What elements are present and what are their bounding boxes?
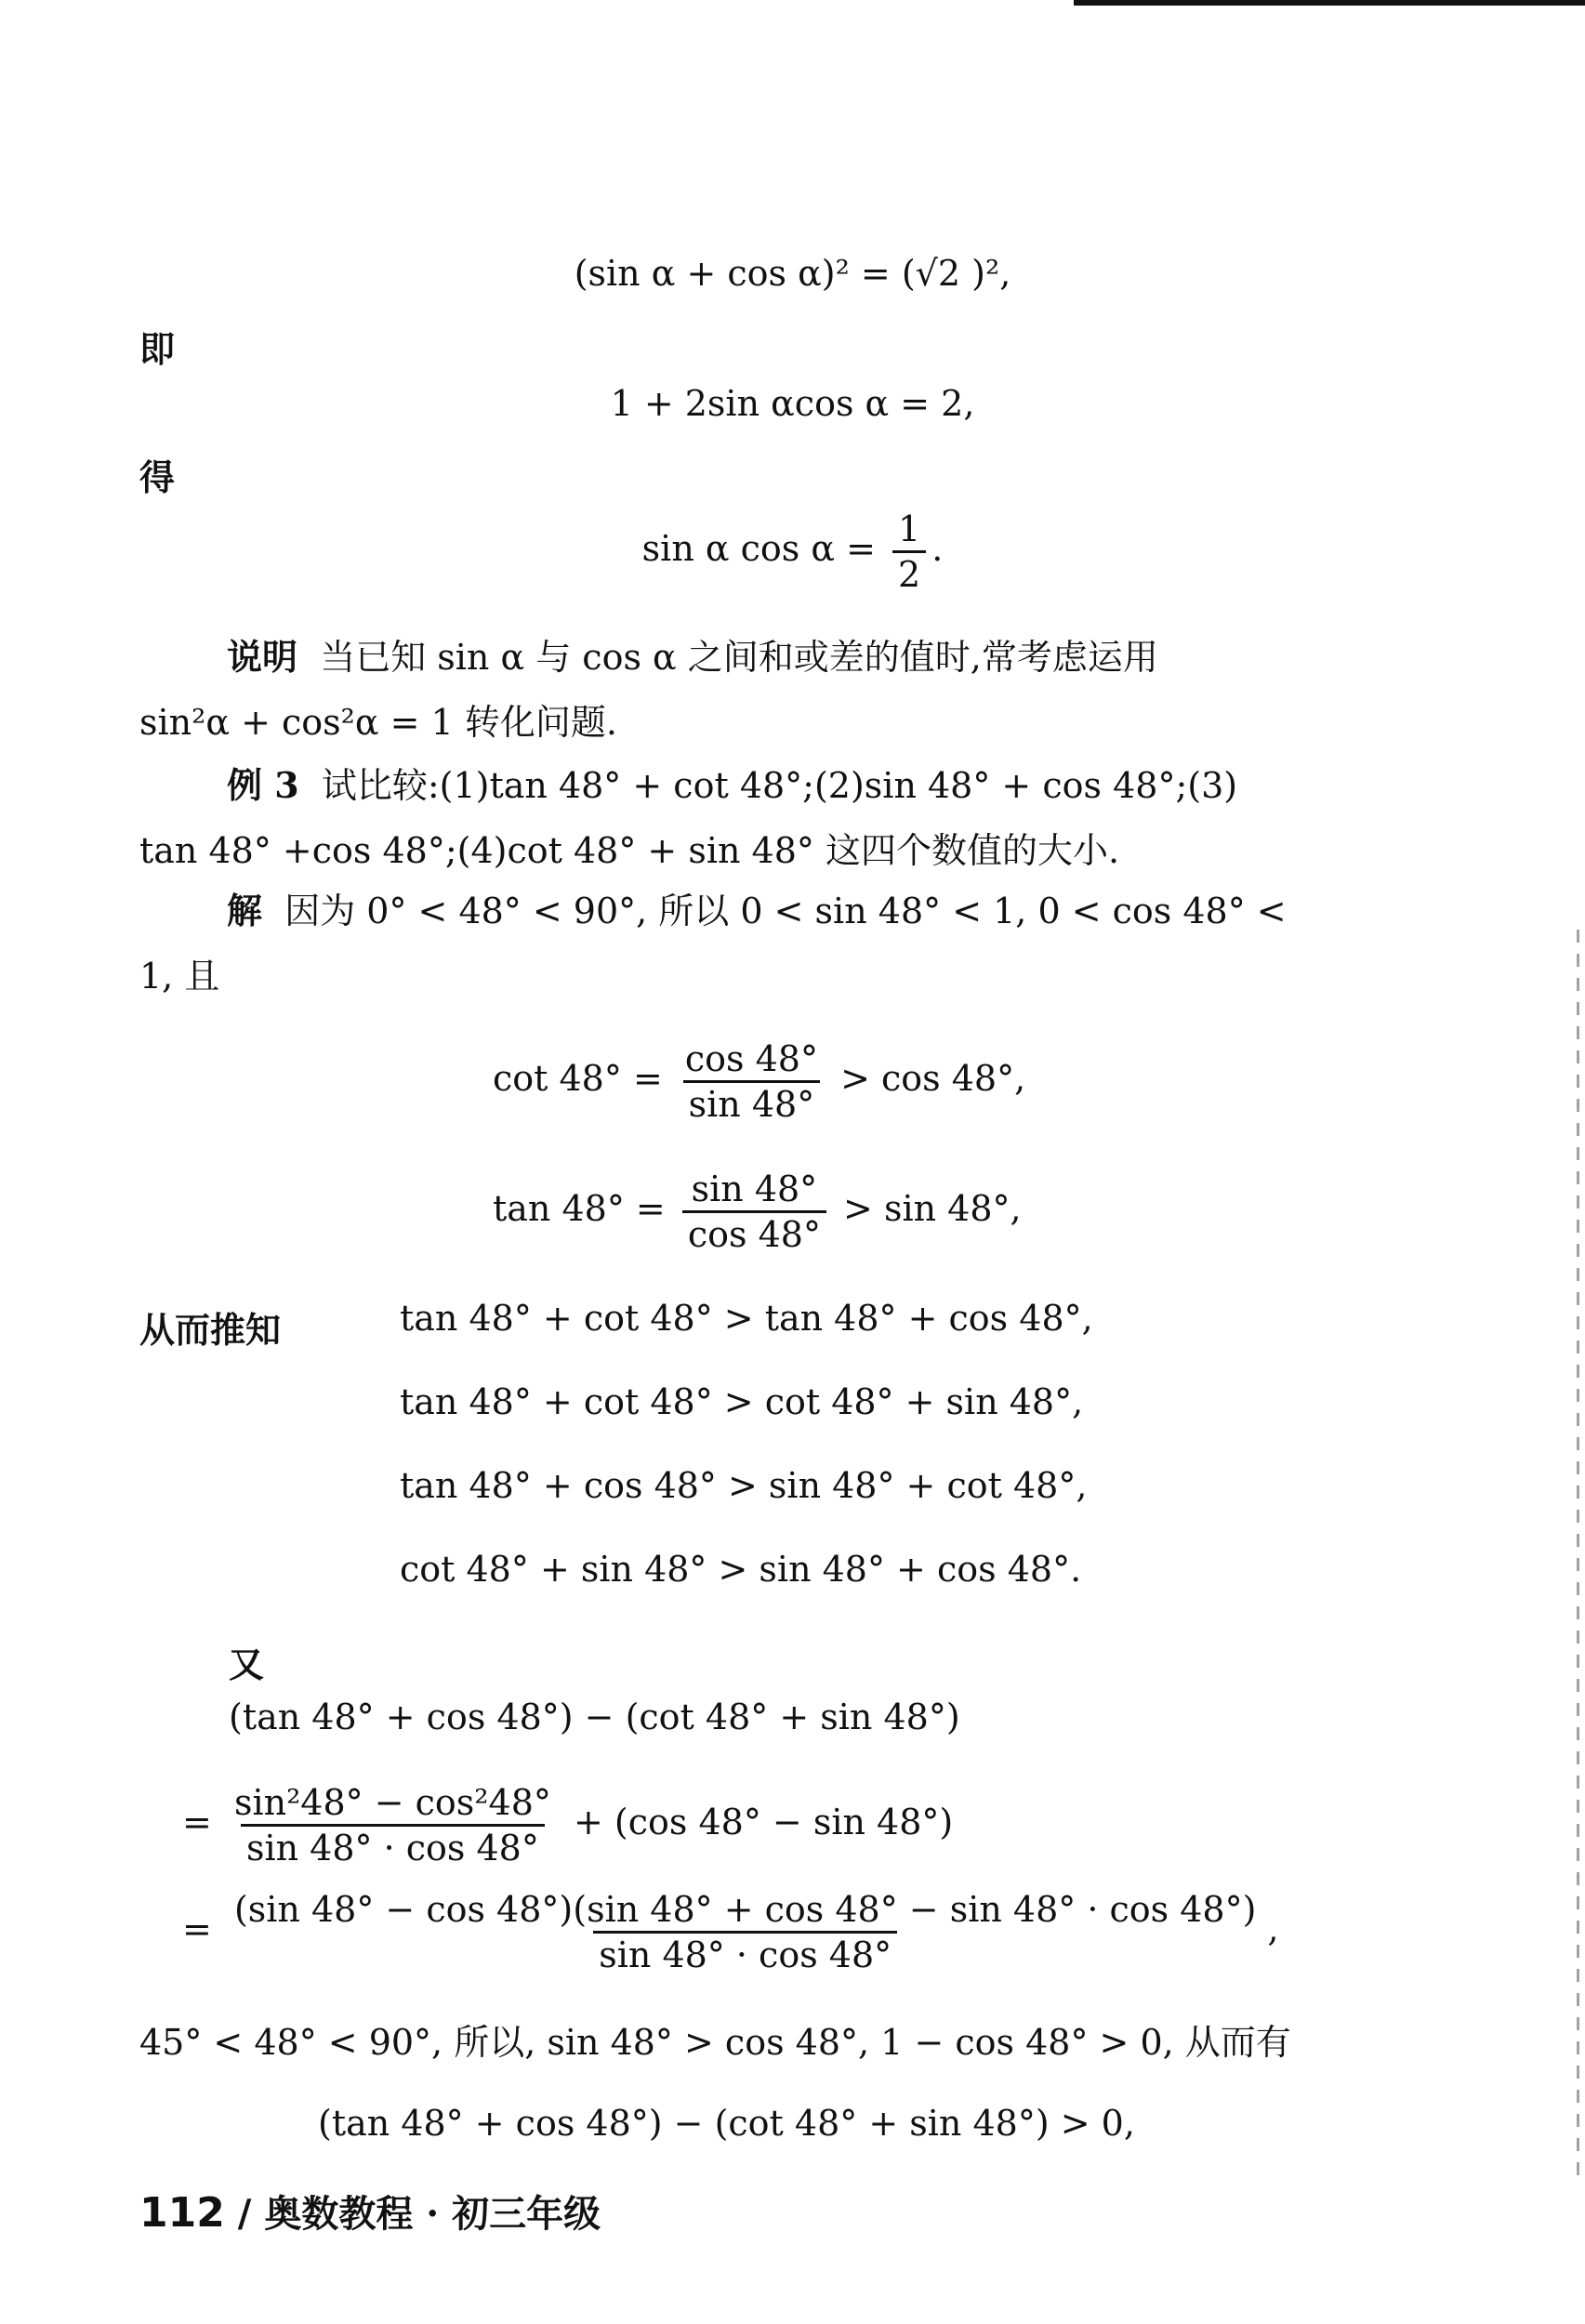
final-inequality: (tan 48° + cos 48°) − (cot 48° + sin 48°) > 0,: [318, 2103, 1135, 2144]
infer-label: 从而推知: [139, 1309, 282, 1351]
diff-f2-tail: ,: [1267, 1908, 1279, 1949]
note-text-2: sin²α + cos²α = 1 转化问题.: [139, 702, 617, 743]
diff-f1-tail: + (cos 48° − sin 48°): [574, 1802, 954, 1842]
label-ji: 即: [139, 328, 176, 370]
scan-edge-marks: [1577, 930, 1579, 2185]
difference-step-1: [182, 1782, 954, 1868]
page-footer: [139, 2185, 601, 2238]
top-scan-bar: [1074, 0, 1585, 6]
cot-left: cot 48° =: [493, 1058, 663, 1099]
diff-f1-den: sin 48° · cos 48°: [241, 1824, 545, 1866]
example-label: 例 3: [227, 764, 299, 806]
equation-square: (sin α + cos α)² = (√2 )²,: [574, 253, 1011, 294]
equals-2: =: [182, 1908, 212, 1949]
equation-expand: 1 + 2sin αcos α = 2,: [610, 383, 975, 424]
equation-product: [0, 508, 1585, 595]
conclusion-line: 45° < 48° < 90°, 所以, sin 48° > cos 48°, 1 − cos 48° > 0, 从而有: [139, 2022, 1291, 2063]
diff-fraction-2: [229, 1889, 1262, 1975]
fraction-num: 1: [898, 508, 921, 549]
example-paragraph: [139, 753, 1376, 883]
label-you: 又: [229, 1644, 265, 1685]
equals-1: =: [182, 1802, 212, 1842]
note-label: 说明: [227, 636, 298, 678]
solution-text-1: 因为 0° < 48° < 90°, 所以 0 < sin 48° < 1, 0 < cos 48° <: [284, 891, 1287, 931]
cot-right: > cos 48°,: [840, 1058, 1026, 1099]
product-left: sin α cos α =: [641, 528, 876, 569]
footer-separator: /: [237, 2192, 252, 2236]
note-paragraph: [139, 625, 1376, 755]
page-number: 112: [139, 2189, 225, 2237]
inequality-3: tan 48° + cos 48° > sin 48° + cot 48°,: [400, 1465, 1088, 1506]
example-text-2: tan 48° +cos 48°;(4)cot 48° + sin 48° 这四个数值的大小.: [139, 830, 1120, 871]
cot-den: sin 48°: [683, 1080, 821, 1122]
tan-left: tan 48° =: [493, 1188, 666, 1229]
cot-num: cos 48°: [684, 1038, 818, 1079]
diff-f1-num: sin²48° − cos²48°: [233, 1782, 551, 1823]
book-title: 奥数教程 · 初三年级: [264, 2192, 601, 2236]
tan-fraction-line: [493, 1169, 1022, 1255]
fraction-half: [892, 508, 926, 595]
diff-f2-num: (sin 48° − cos 48°)(sin 48° + cos 48° − sin 48° · cos 48°): [233, 1889, 1257, 1930]
cot-fraction-line: [493, 1038, 1026, 1125]
inequality-group: [400, 1276, 1093, 1611]
solution-paragraph: [139, 878, 1376, 1009]
inequality-4: cot 48° + sin 48° > sin 48° + cos 48°.: [400, 1549, 1082, 1590]
solution-label: 解: [227, 890, 263, 931]
example-text-1: 试比较:(1)tan 48° + cot 48°;(2)sin 48° + cos 48°;(3): [321, 765, 1238, 806]
inequality-2: tan 48° + cot 48° > cot 48° + sin 48°,: [400, 1381, 1084, 1422]
difference-step-2: [182, 1889, 1279, 1975]
tan-den: cos 48°: [682, 1210, 826, 1252]
inequality-1: tan 48° + cot 48° > tan 48° + cos 48°,: [400, 1298, 1093, 1339]
product-tail: .: [931, 528, 944, 569]
tan-right: > sin 48°,: [843, 1188, 1022, 1229]
tan-num: sin 48°: [691, 1169, 818, 1209]
difference-line: (tan 48° + cos 48°) − (cot 48° + sin 48°): [229, 1697, 960, 1737]
diff-f2-den: sin 48° · cos 48°: [593, 1931, 897, 1973]
solution-text-2: 1, 且: [139, 956, 220, 997]
label-de: 得: [139, 456, 176, 498]
fraction-den: 2: [892, 550, 926, 592]
cot-fraction: [680, 1038, 824, 1125]
note-text-1: 当已知 sin α 与 cos α 之间和或差的值时,常考虑运用: [320, 637, 1158, 678]
tan-fraction: [682, 1169, 826, 1255]
diff-fraction-1: [229, 1782, 557, 1868]
